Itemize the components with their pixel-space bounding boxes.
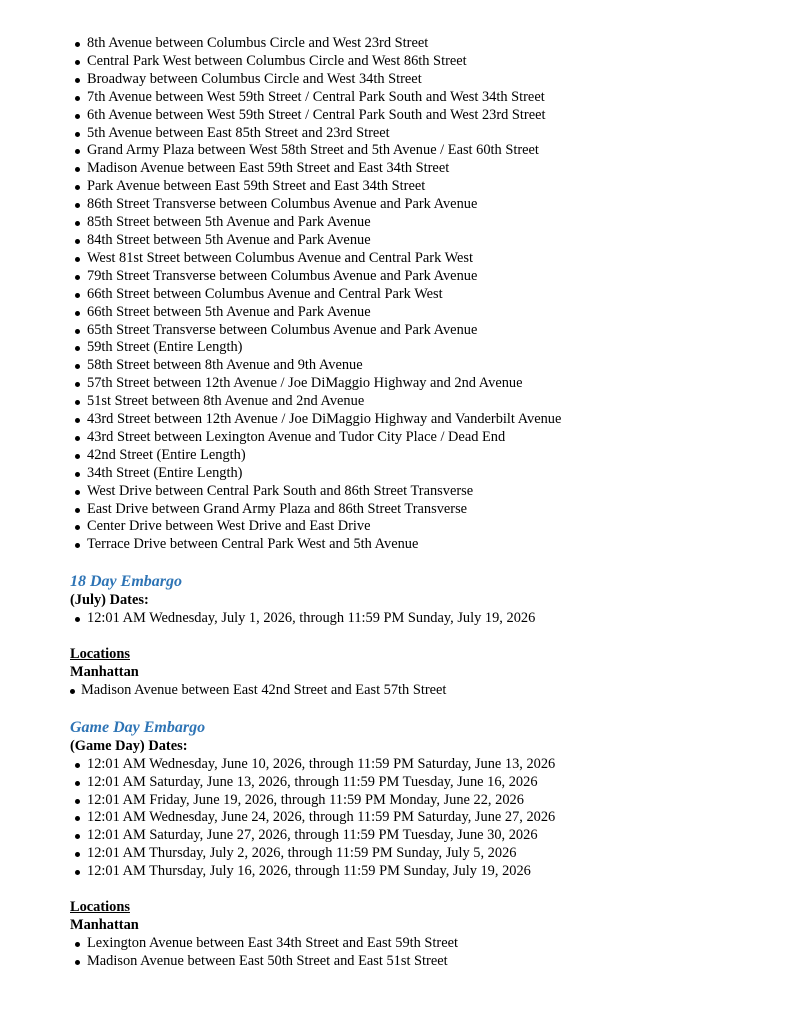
list-item — [70, 304, 760, 322]
list-item — [70, 682, 760, 700]
bullet-icon — [75, 293, 80, 298]
borough-18-day: Manhattan — [70, 664, 139, 680]
list-item-text: 84th Street between 5th Avenue and Park Avenue — [87, 231, 371, 248]
bullet-icon — [75, 221, 80, 226]
list-item — [70, 827, 760, 845]
list-item — [70, 610, 760, 628]
list-item — [70, 792, 760, 810]
list-item-text: 42nd Street (Entire Length) — [87, 446, 246, 463]
list-item-text: 57th Street between 12th Avenue / Joe DiMaggio Highway and 2nd Avenue — [87, 375, 523, 392]
bullet-icon — [75, 960, 80, 965]
bullet-icon — [75, 60, 80, 65]
list-item-text: Madison Avenue between East 50th Street and East 51st Street — [87, 952, 448, 969]
list-item — [70, 863, 760, 881]
bullet-icon — [75, 852, 80, 857]
list-item-text: Grand Army Plaza between West 58th Street and 5th Avenue / East 60th Street — [87, 142, 539, 159]
bullet-icon — [75, 78, 80, 83]
bullet-icon — [75, 364, 80, 369]
list-item-text: 66th Street between 5th Avenue and Park Avenue — [87, 303, 371, 320]
bullet-icon — [75, 781, 80, 786]
list-item-text: 79th Street Transverse between Columbus Avenue and Park Avenue — [87, 267, 478, 284]
bullet-icon — [75, 617, 80, 622]
dates-list-game-day — [70, 756, 760, 881]
list-item-text: Madison Avenue between East 59th Street and East 34th Street — [87, 160, 450, 177]
locations-label-18-day: Locations — [70, 646, 130, 663]
list-item-text: Broadway between Columbus Circle and West 34th Street — [87, 70, 422, 87]
list-item — [70, 357, 760, 375]
list-item — [70, 429, 760, 447]
bullet-icon — [75, 311, 80, 316]
list-item-text: 12:01 AM Wednesday, June 10, 2026, through 11:59 PM Saturday, June 13, 2026 — [87, 755, 556, 772]
list-item — [70, 268, 760, 286]
list-item-text: 34th Street (Entire Length) — [87, 464, 243, 481]
list-item — [70, 142, 760, 160]
list-item-text: 66th Street between Columbus Avenue and Central Park West — [87, 285, 443, 302]
bullet-icon — [75, 329, 80, 334]
bullet-icon — [75, 114, 80, 119]
bullet-icon — [75, 436, 80, 441]
list-item — [70, 232, 760, 250]
bullet-icon — [75, 185, 80, 190]
bullet-icon — [75, 96, 80, 101]
list-item — [70, 953, 760, 971]
list-item — [70, 286, 760, 304]
list-item-text: West Drive between Central Park South and 86th Street Transverse — [87, 482, 474, 499]
bullet-icon — [75, 870, 80, 875]
list-item — [70, 375, 760, 393]
list-item — [70, 483, 760, 501]
borough-game-day: Manhattan — [70, 916, 139, 933]
list-item-text: Park Avenue between East 59th Street and East 34th Street — [87, 178, 426, 195]
list-item — [70, 756, 760, 774]
bullet-icon — [75, 42, 80, 47]
list-item-text: 8th Avenue between Columbus Circle and West 23rd Street — [87, 35, 429, 51]
list-item — [70, 71, 760, 89]
list-item — [70, 935, 760, 953]
list-item-text: East Drive between Grand Army Plaza and 86th Street Transverse — [87, 500, 468, 517]
list-item — [70, 107, 760, 125]
bullet-icon — [75, 543, 80, 548]
list-item — [70, 411, 760, 429]
bullet-icon — [75, 239, 80, 244]
list-item — [70, 393, 760, 411]
list-item-text: 12:01 AM Wednesday, June 24, 2026, through 11:59 PM Saturday, June 27, 2026 — [87, 809, 556, 826]
list-item-text: 12:01 AM Wednesday, July 1, 2026, through 11:59 PM Sunday, July 19, 2026 — [87, 610, 536, 627]
bullet-icon — [75, 763, 80, 768]
bullet-icon — [75, 382, 80, 387]
list-item-text: West 81st Street between Columbus Avenue and Central Park West — [87, 249, 474, 266]
list-item-text: Madison Avenue between East 42nd Street and East 57th Street — [81, 681, 447, 698]
list-item-text: 65th Street Transverse between Columbus Avenue and Park Avenue — [87, 321, 478, 338]
list-item — [70, 465, 760, 483]
bullet-icon — [75, 472, 80, 477]
list-item-text: 59th Street (Entire Length) — [87, 339, 243, 356]
locations-list-18-day — [70, 682, 760, 700]
bullet-icon — [75, 400, 80, 405]
bullet-icon — [75, 346, 80, 351]
list-item — [70, 518, 760, 536]
locations-label-game-day: Locations — [70, 899, 130, 916]
list-item — [70, 845, 760, 863]
list-item-text: 6th Avenue between West 59th Street / Central Park South and West 23rd Street — [87, 106, 546, 123]
list-item — [70, 53, 760, 71]
list-item — [70, 447, 760, 465]
bullet-icon — [75, 132, 80, 137]
list-item — [70, 501, 760, 519]
bullet-icon — [75, 834, 80, 839]
bullet-icon — [75, 816, 80, 821]
list-item-text: Lexington Avenue between East 34th Street and East 59th Street — [87, 934, 458, 951]
list-item-text: Central Park West between Columbus Circle and West 86th Street — [87, 52, 467, 69]
dates-label-18-day: (July) Dates: — [70, 592, 149, 609]
list-item — [70, 160, 760, 178]
list-item-text: 58th Street between 8th Avenue and 9th Avenue — [87, 357, 363, 374]
list-item — [70, 35, 760, 53]
list-item-text: 12:01 AM Thursday, July 16, 2026, through 11:59 PM Sunday, July 19, 2026 — [87, 863, 531, 880]
list-item — [70, 125, 760, 143]
list-item — [70, 322, 760, 340]
bullet-icon — [75, 454, 80, 459]
list-item-text: 85th Street between 5th Avenue and Park Avenue — [87, 214, 371, 231]
dates-list-18-day — [70, 610, 760, 628]
list-item — [70, 196, 760, 214]
bullet-icon — [75, 508, 80, 513]
list-item — [70, 339, 760, 357]
bullet-icon — [75, 167, 80, 172]
bullet-icon — [70, 689, 75, 694]
streets-list — [70, 35, 760, 554]
list-item-text: 43rd Street between 12th Avenue / Joe DiMaggio Highway and Vanderbilt Avenue — [87, 411, 562, 428]
document-page — [70, 35, 760, 971]
bullet-icon — [75, 799, 80, 804]
section-title-18-day: 18 Day Embargo — [70, 573, 182, 591]
bullet-icon — [75, 418, 80, 423]
list-item — [70, 89, 760, 107]
list-item — [70, 214, 760, 232]
bullet-icon — [75, 490, 80, 495]
bullet-icon — [75, 942, 80, 947]
locations-list-game-day — [70, 935, 760, 971]
bullet-icon — [75, 257, 80, 262]
list-item-text: 7th Avenue between West 59th Street / Central Park South and West 34th Street — [87, 88, 545, 105]
list-item-text: 5th Avenue between East 85th Street and 23rd Street — [87, 124, 390, 141]
bullet-icon — [75, 203, 80, 208]
list-item — [70, 536, 760, 554]
list-item-text: 86th Street Transverse between Columbus Avenue and Park Avenue — [87, 196, 478, 213]
list-item-text: 12:01 AM Saturday, June 27, 2026, through 11:59 PM Tuesday, June 30, 2026 — [87, 827, 538, 844]
list-item-text: 12:01 AM Saturday, June 13, 2026, through 11:59 PM Tuesday, June 16, 2026 — [87, 773, 538, 790]
list-item — [70, 809, 760, 827]
list-item-text: 12:01 AM Thursday, July 2, 2026, through 11:59 PM Sunday, July 5, 2026 — [87, 845, 517, 862]
list-item — [70, 178, 760, 196]
bullet-icon — [75, 149, 80, 154]
list-item — [70, 774, 760, 792]
list-item-text: Terrace Drive between Central Park West and 5th Avenue — [87, 536, 419, 553]
list-item — [70, 250, 760, 268]
list-item-text: 12:01 AM Friday, June 19, 2026, through 11:59 PM Monday, June 22, 2026 — [87, 791, 524, 808]
bullet-icon — [75, 525, 80, 530]
list-item-text: Center Drive between West Drive and East Drive — [87, 518, 371, 535]
dates-label-game-day: (Game Day) Dates: — [70, 737, 188, 754]
bullet-icon — [75, 275, 80, 280]
list-item-text: 43rd Street between Lexington Avenue and Tudor City Place / Dead End — [87, 428, 506, 445]
section-title-game-day: Game Day Embargo — [70, 718, 206, 736]
list-item-text: 51st Street between 8th Avenue and 2nd Avenue — [87, 393, 365, 410]
